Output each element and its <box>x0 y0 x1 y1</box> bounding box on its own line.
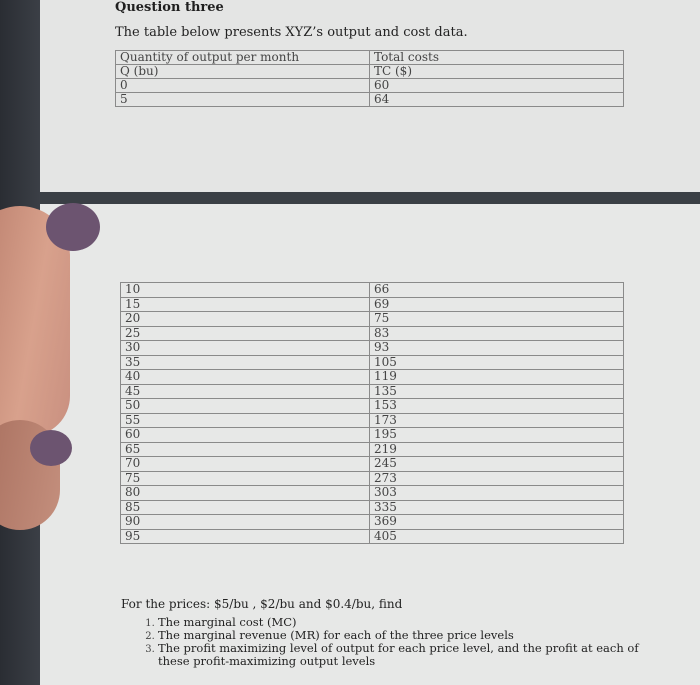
table-row <box>121 384 624 399</box>
table-row <box>121 500 624 515</box>
question-heading: Question three <box>115 0 224 15</box>
tc-cell: 66 <box>370 283 624 298</box>
q-cell: 75 <box>121 471 370 486</box>
tc-cell: 60 <box>370 79 624 93</box>
list-item: 1. The marginal cost (MC) <box>158 616 648 629</box>
tc-cell: 153 <box>370 399 624 414</box>
table-row <box>121 283 624 298</box>
q-cell: 0 <box>116 79 370 93</box>
table-row <box>121 515 624 530</box>
table-row <box>121 457 624 472</box>
fingernail-lower <box>30 430 72 466</box>
table-row <box>121 442 624 457</box>
q-cell: 50 <box>121 399 370 414</box>
table-row <box>121 529 624 544</box>
table-header-row <box>116 65 624 79</box>
intro-text: The table below presents XYZ’s output and cost data. <box>115 25 468 40</box>
q-cell: 70 <box>121 457 370 472</box>
tc-cell: 69 <box>370 297 624 312</box>
cost-table-top <box>115 50 624 107</box>
question-prompt: For the prices: $5/bu , $2/bu and $0.4/bu, find <box>121 597 403 611</box>
list-item: 3. The profit maximizing level of output for each price level, and the profit at each of these profit-maximizing output levels <box>158 642 648 668</box>
tc-cell: 64 <box>370 93 624 107</box>
table-row <box>116 93 624 107</box>
tc-cell: 335 <box>370 500 624 515</box>
table-row <box>121 355 624 370</box>
q-cell: 45 <box>121 384 370 399</box>
table-row <box>121 370 624 385</box>
q-cell: 65 <box>121 442 370 457</box>
question-list <box>138 616 648 668</box>
tc-cell: 173 <box>370 413 624 428</box>
tc-cell: 119 <box>370 370 624 385</box>
tc-cell: 303 <box>370 486 624 501</box>
tc-cell: 75 <box>370 312 624 327</box>
tc-cell: 105 <box>370 355 624 370</box>
q-cell: 85 <box>121 500 370 515</box>
table-header-row <box>116 51 624 65</box>
q-cell: 60 <box>121 428 370 443</box>
q-cell: 15 <box>121 297 370 312</box>
table-row <box>121 312 624 327</box>
fingernail <box>46 203 100 251</box>
table-row <box>121 486 624 501</box>
header-cell: TC ($) <box>370 65 624 79</box>
table-row <box>121 413 624 428</box>
q-cell: 80 <box>121 486 370 501</box>
cost-table-bottom <box>120 282 624 544</box>
tc-cell: 245 <box>370 457 624 472</box>
tc-cell: 195 <box>370 428 624 443</box>
q-cell: 35 <box>121 355 370 370</box>
q-cell: 25 <box>121 326 370 341</box>
list-item: 2. The marginal revenue (MR) for each of the three price levels <box>158 629 648 642</box>
q-cell: 40 <box>121 370 370 385</box>
q-cell: 5 <box>116 93 370 107</box>
tc-cell: 83 <box>370 326 624 341</box>
q-cell: 95 <box>121 529 370 544</box>
tc-cell: 135 <box>370 384 624 399</box>
header-cell: Total costs <box>370 51 624 65</box>
table-row <box>116 79 624 93</box>
tc-cell: 405 <box>370 529 624 544</box>
table-row <box>121 428 624 443</box>
table-row <box>121 471 624 486</box>
header-cell: Quantity of output per month <box>116 51 370 65</box>
q-cell: 20 <box>121 312 370 327</box>
tc-cell: 93 <box>370 341 624 356</box>
q-cell: 55 <box>121 413 370 428</box>
page-gap <box>0 192 700 204</box>
table-row <box>121 297 624 312</box>
table-row <box>121 399 624 414</box>
q-cell: 90 <box>121 515 370 530</box>
q-cell: 10 <box>121 283 370 298</box>
tc-cell: 219 <box>370 442 624 457</box>
tc-cell: 369 <box>370 515 624 530</box>
header-cell: Q (bu) <box>116 65 370 79</box>
q-cell: 30 <box>121 341 370 356</box>
table-row <box>121 326 624 341</box>
table-row <box>121 341 624 356</box>
tc-cell: 273 <box>370 471 624 486</box>
